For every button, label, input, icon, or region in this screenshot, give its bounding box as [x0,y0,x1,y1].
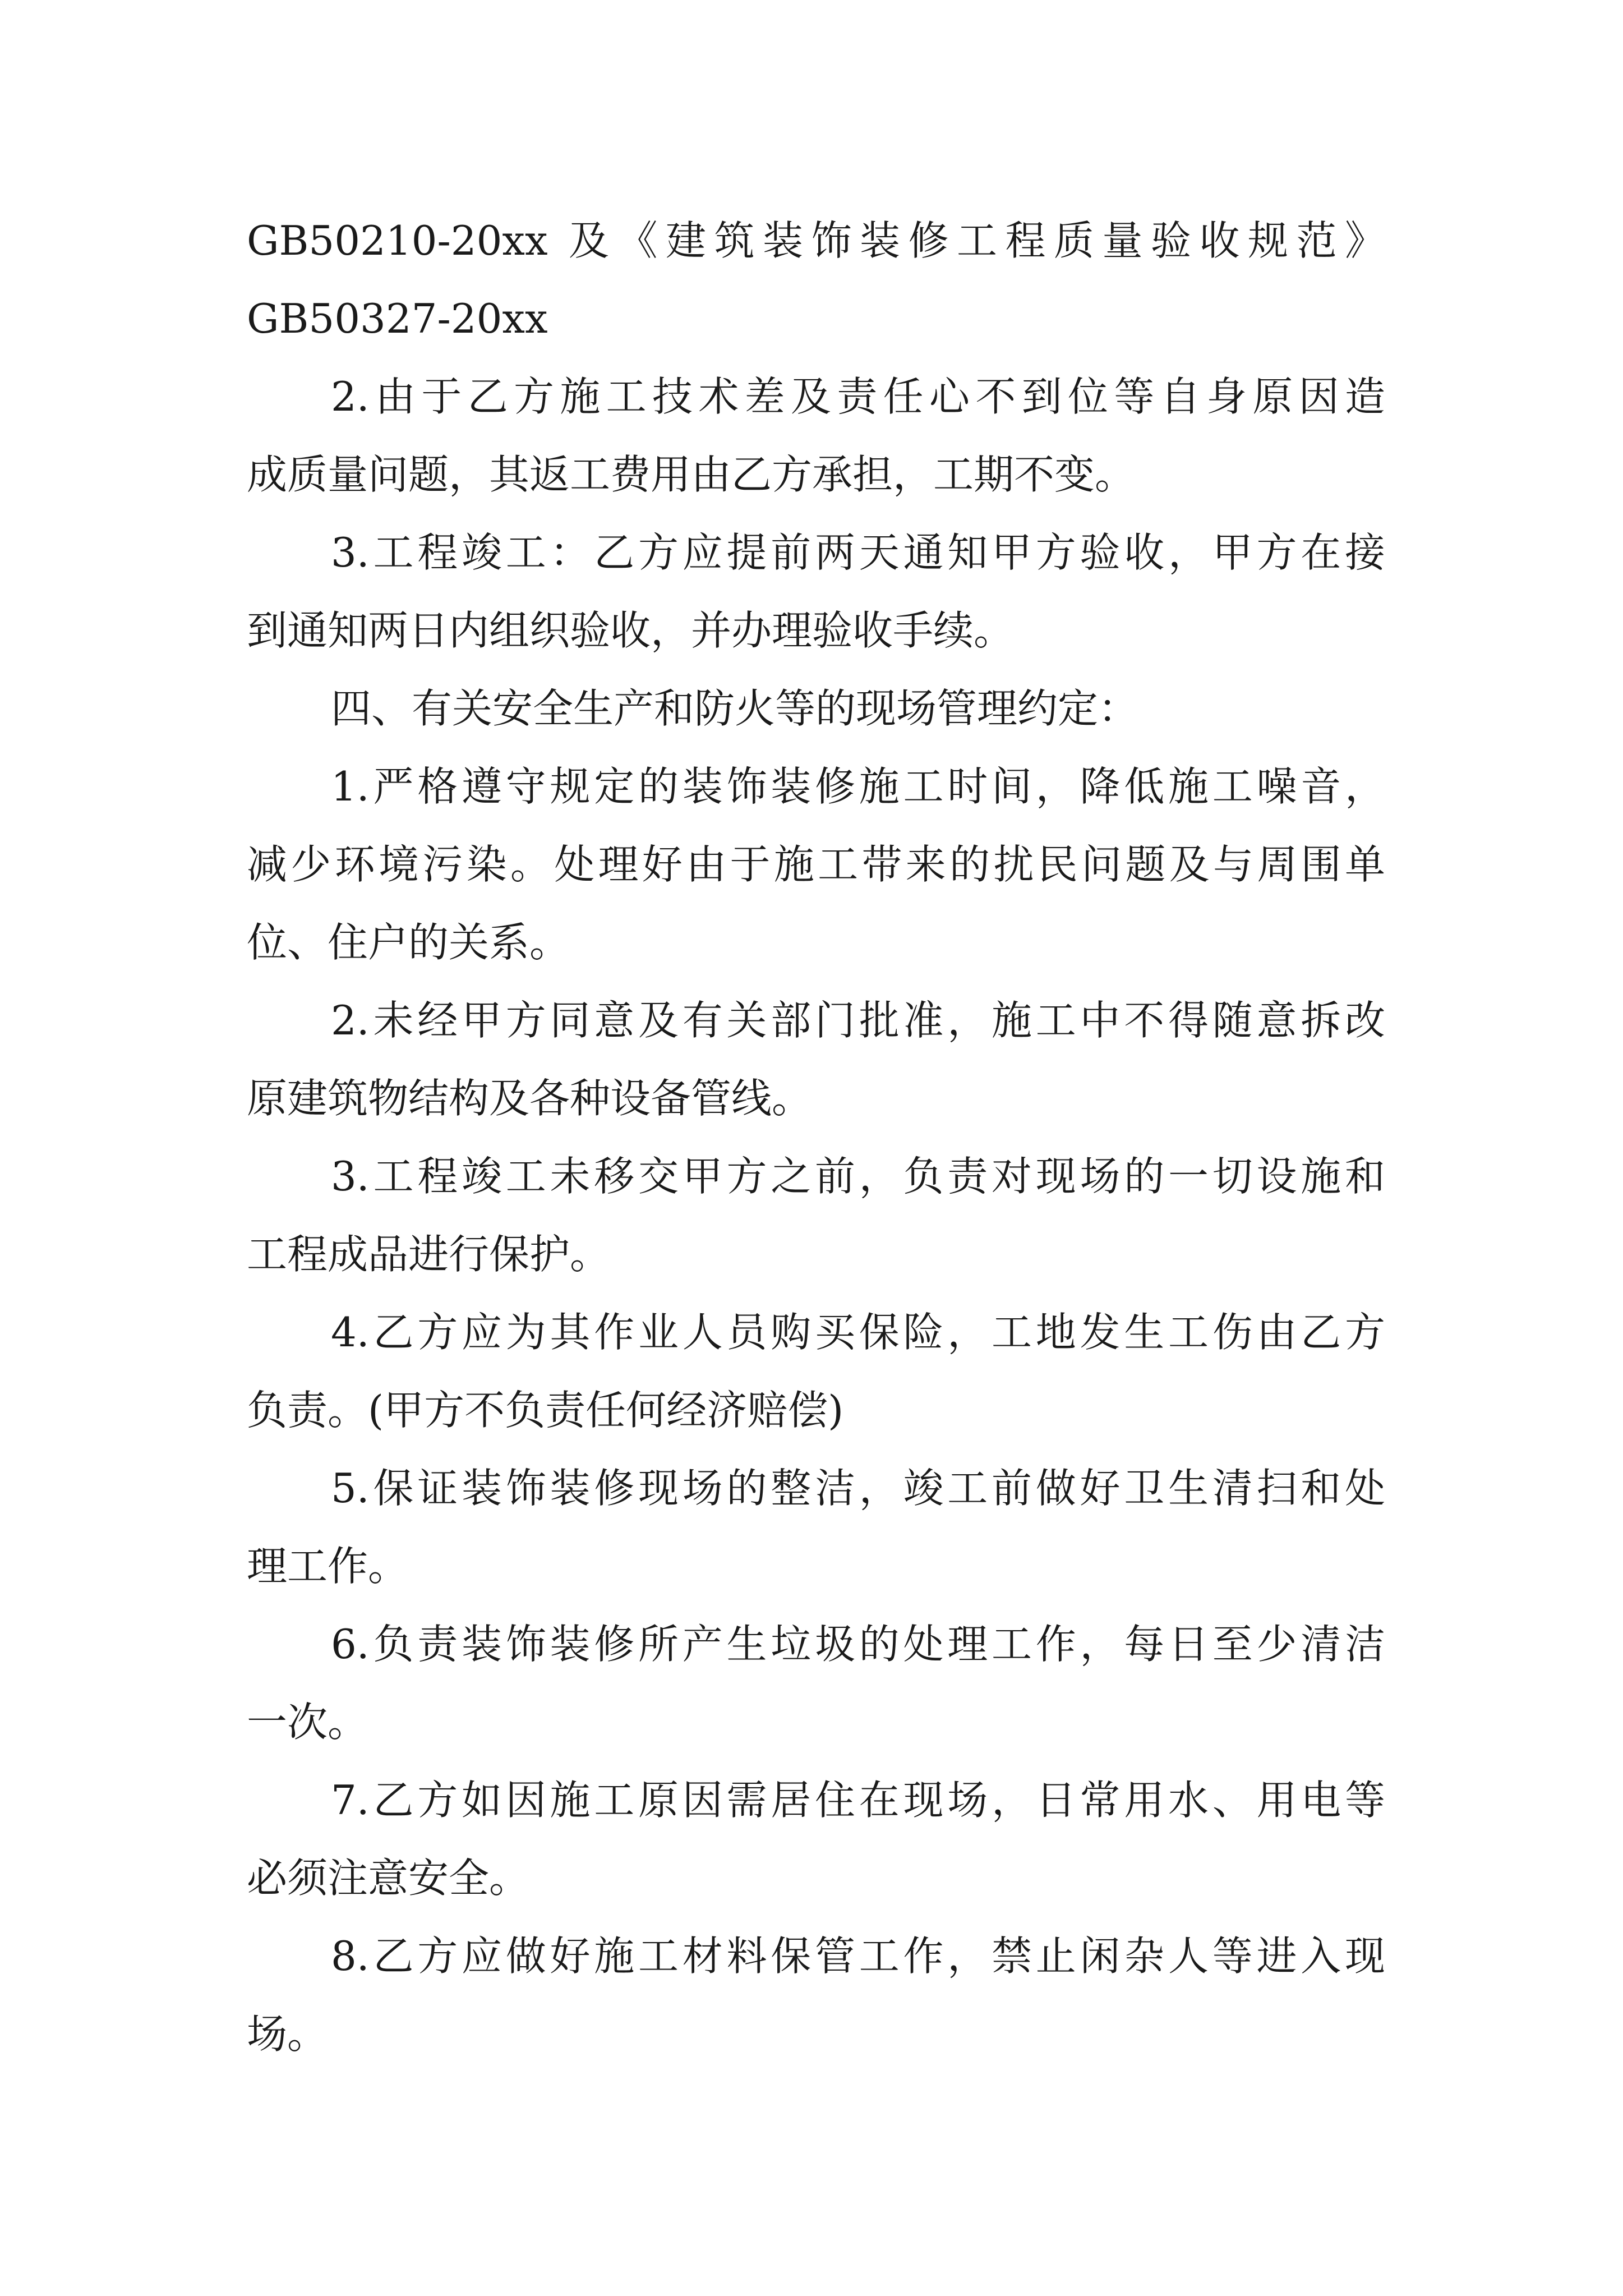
text-line: 3.工程竣工：乙方应提前两天通知甲方验收，甲方在接 [331,529,1385,576]
text-line: 工程成品进行保护。 [247,1231,611,1278]
text-line: 场。 [247,2010,328,2058]
text-line: GB50210-20xx 及《建筑装饰装修工程质量验收规范》 [247,217,1385,264]
text-line: 8.乙方应做好施工材料保管工作，禁止闲杂人等进入现 [331,1932,1385,1980]
text-line: 理工作。 [247,1543,409,1590]
text-line: GB50327-20xx [247,295,548,342]
text-line: 5.保证装饰装修现场的整洁，竣工前做好卫生清扫和处 [331,1465,1385,1512]
text-line: 6.负责装饰装修所产生垃圾的处理工作，每日至少清洁 [331,1621,1385,1668]
text-line: 位、住户的关系。 [247,919,570,966]
document-body [247,202,1385,2073]
text-line: 7.乙方如因施工原因需居住在现场，日常用水、用电等 [331,1777,1385,1824]
section-heading: 四、有关安全生产和防火等的现场管理约定： [331,685,1139,732]
text-line: 到通知两日内组织验收，并办理验收手续。 [247,607,1015,654]
text-line: 负责。(甲方不负责任何经济赔偿) [247,1387,844,1434]
text-line: 1.严格遵守规定的装饰装修施工时间，降低施工噪音， [331,763,1385,810]
text-line: 原建筑物结构及各种设备管线。 [247,1075,813,1122]
text-line: 2.未经甲方同意及有关部门批准，施工中不得随意拆改 [331,997,1385,1044]
text-line: 2.由于乙方施工技术差及责任心不到位等自身原因造 [331,373,1385,420]
text-line: 成质量问题，其返工费用由乙方承担，工期不变。 [247,451,1136,498]
text-line: 4.乙方应为其作业人员购买保险，工地发生工伤由乙方 [331,1309,1385,1356]
text-line: 减少环境污染。处理好由于施工带来的扰民问题及与周围单 [247,841,1385,888]
text-line: 一次。 [247,1699,368,1746]
text-line: 3.工程竣工未移交甲方之前，负责对现场的一切设施和 [331,1153,1385,1200]
text-line: 必须注意安全。 [247,1855,530,1902]
